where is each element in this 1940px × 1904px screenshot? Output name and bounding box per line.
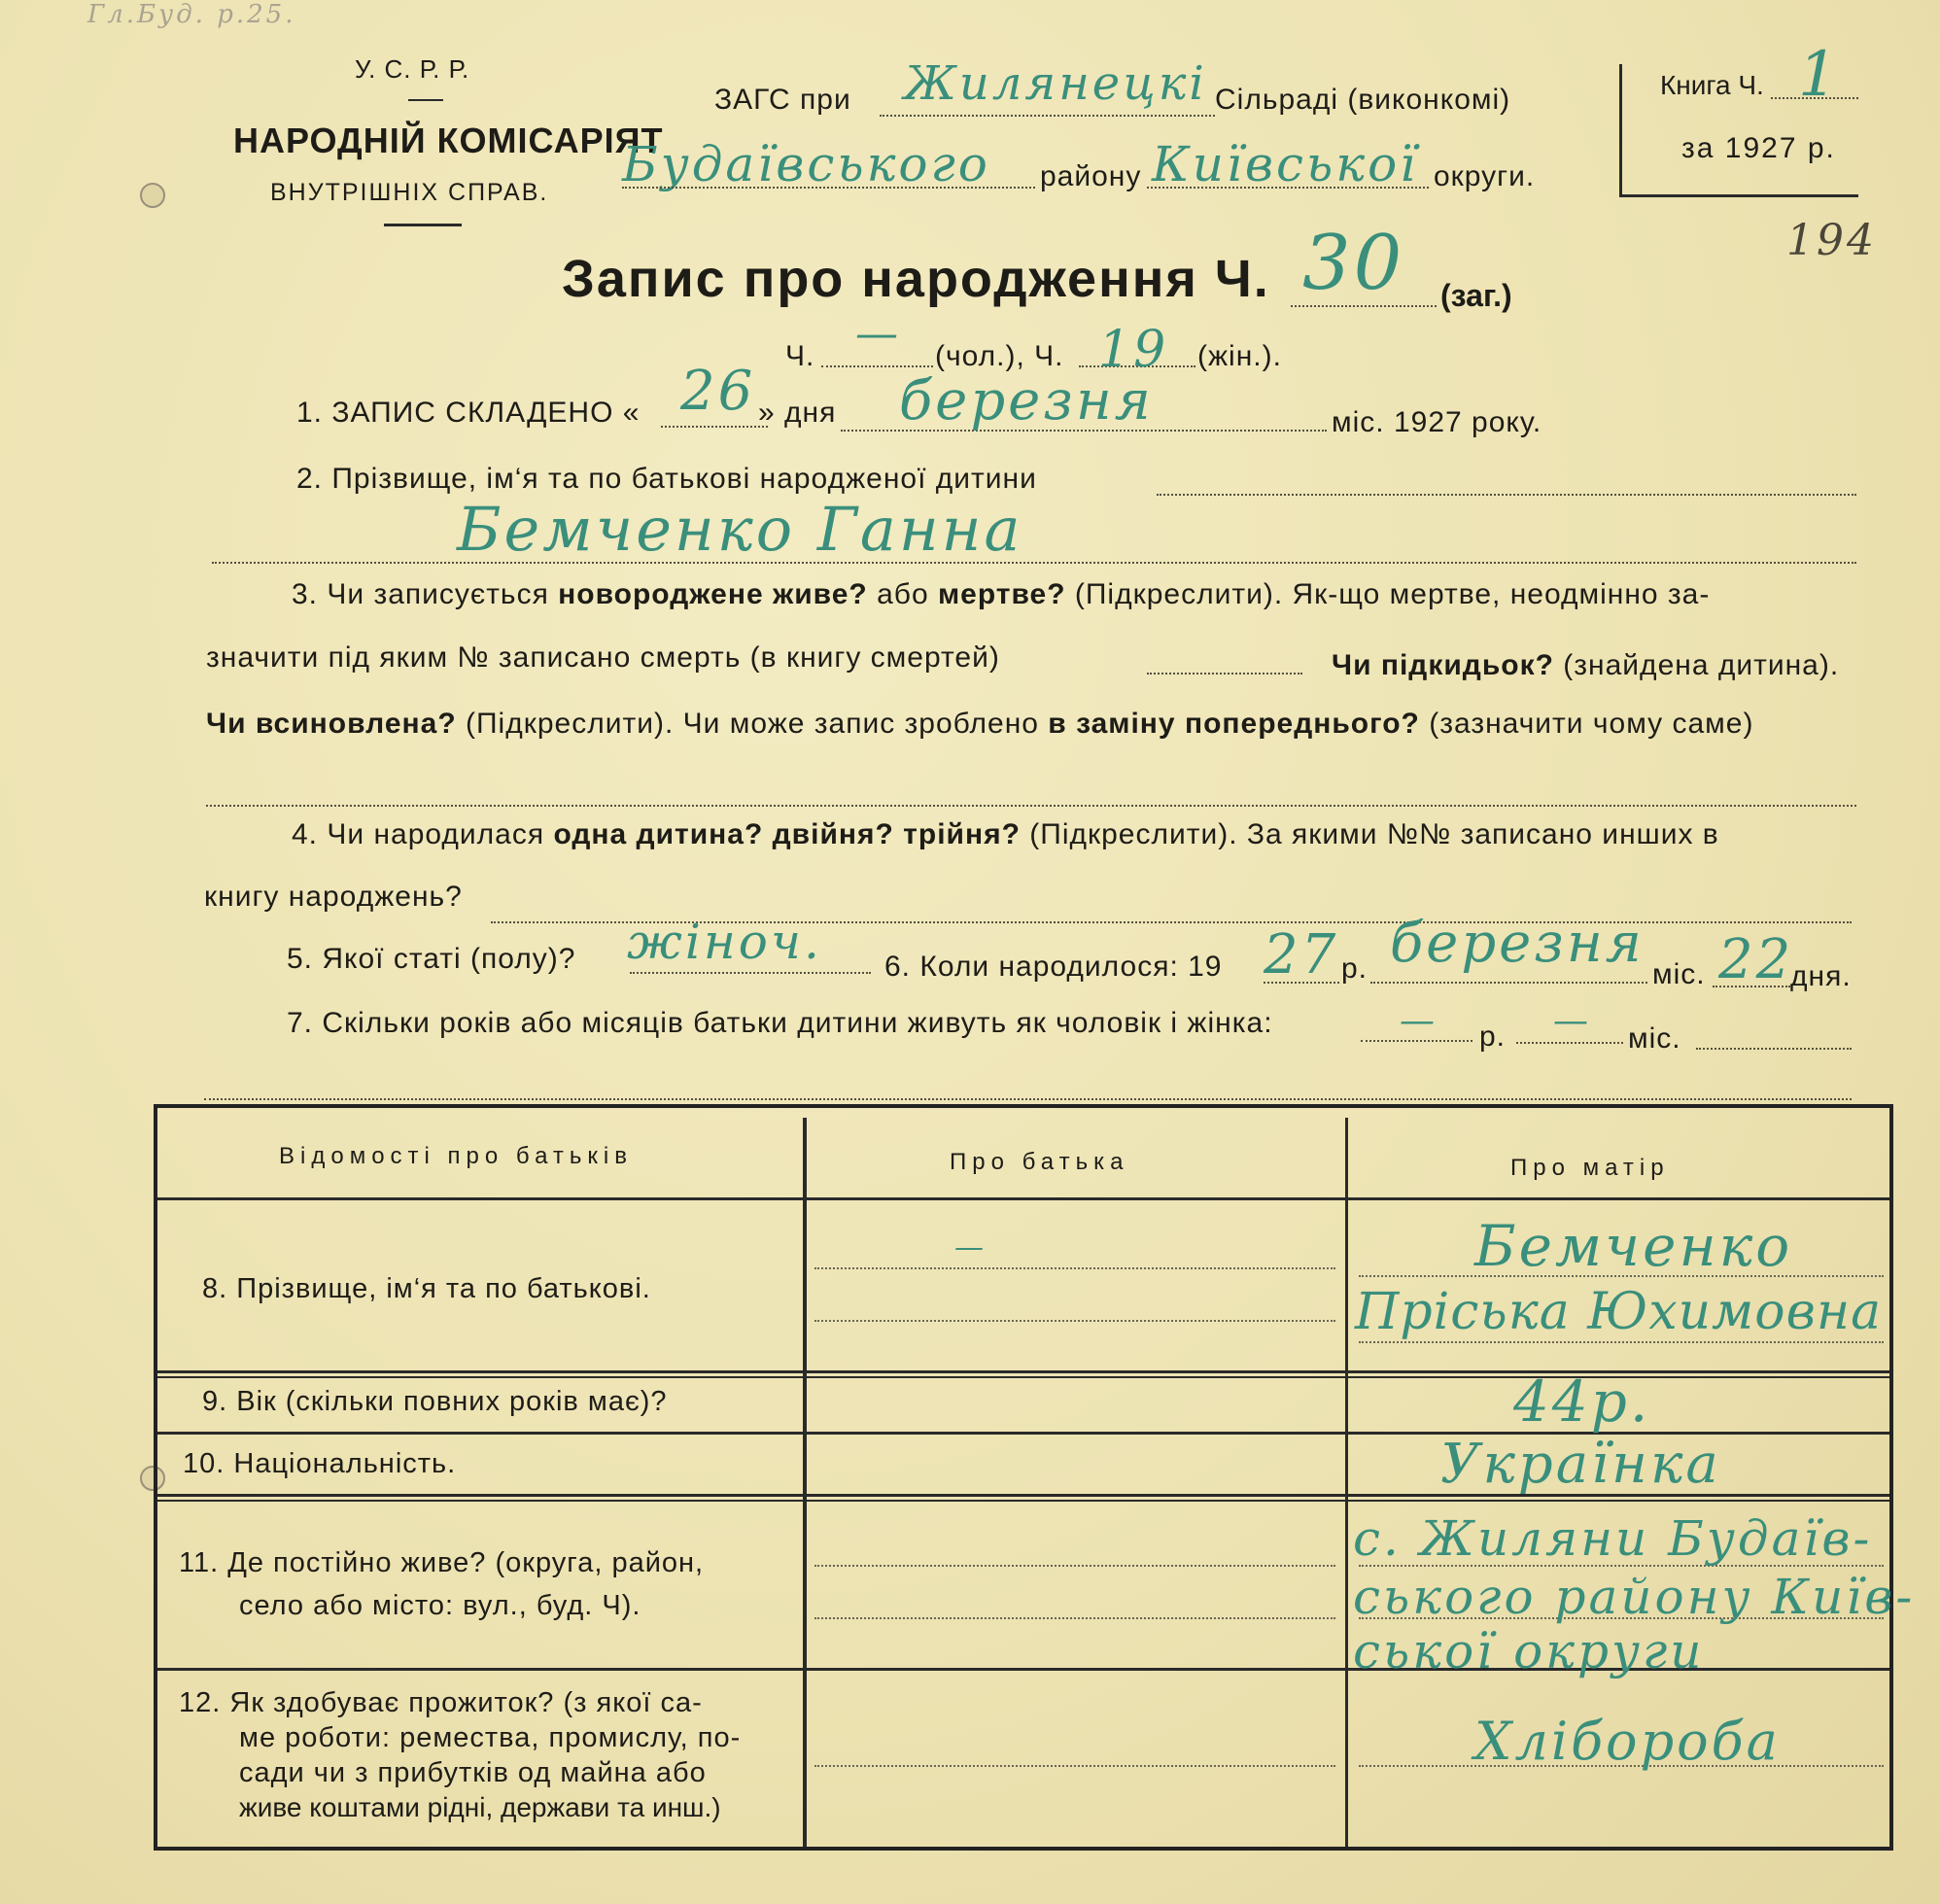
record-suffix: (заг.): [1440, 278, 1512, 313]
book-box-left: [1619, 64, 1622, 196]
top-pencil-note: Гл.Буд. р.25.: [87, 0, 296, 29]
f7-dotted-line-2: [204, 1098, 1852, 1100]
f5-label: 5. Якої статі (полу)?: [287, 943, 576, 975]
record-number: 30: [1302, 220, 1405, 307]
f1-suffix: міс. 1927 року.: [1332, 406, 1542, 438]
male-prefix: Ч.: [785, 340, 815, 372]
f6-month-suffix: міс.: [1652, 958, 1706, 990]
f3-line2-a: значити під яким № записано смерть (в книгу смертей): [206, 641, 1000, 674]
row-12-label-1: 12. Як здобуває прожиток? (з якої са-: [179, 1687, 703, 1718]
cell-line: [814, 1617, 1335, 1619]
f7-label: 7. Скільки років або місяців батьки дитини живуть як чоловік і жінка:: [287, 1007, 1273, 1039]
book-year: за 1927 р.: [1681, 132, 1836, 164]
f3-replacement: в заміну попереднього?: [1048, 708, 1420, 740]
okrug-label: округи.: [1434, 160, 1536, 192]
f7-months: —: [1553, 1001, 1591, 1041]
district-value: Будаївського: [622, 136, 990, 192]
book-box-bottom: [1619, 194, 1858, 197]
divider: [384, 224, 462, 226]
row-11-label-1: 11. Де постійно живе? (округа, район,: [179, 1547, 705, 1578]
f1-month: березня: [899, 369, 1154, 433]
header-mother: Про матір: [1510, 1155, 1670, 1181]
zags-value: Жилянецкі: [904, 56, 1207, 111]
row-11-mother-3: ської округи: [1353, 1623, 1705, 1679]
f4-text: 4. Чи народилася: [292, 818, 554, 850]
book-label: Книга Ч.: [1660, 70, 1764, 100]
row-8-father: —: [954, 1230, 987, 1264]
f2-dotted-line: [1157, 494, 1856, 496]
male-dotted-line: [821, 365, 933, 367]
row-12-mother: Хлібороба: [1474, 1711, 1781, 1772]
f7-years-suffix: р.: [1479, 1021, 1507, 1053]
district-dotted-line: [622, 187, 1035, 189]
binder-hole: [140, 183, 165, 208]
row-8-mother-name: Пріська Юхимовна: [1355, 1283, 1883, 1341]
row-divider: [157, 1500, 1889, 1502]
okrug-value: Київської: [1152, 136, 1419, 192]
row-8-label: 8. Прізвище, ім‘я та по батькові.: [202, 1273, 651, 1304]
f3-foundling: Чи підкидьок?: [1332, 649, 1554, 681]
f3-text: (Підкреслити). Чи може запис зроблено: [456, 708, 1049, 740]
book-number: 1: [1798, 39, 1841, 111]
f5-value: жіноч.: [627, 914, 822, 970]
cell-line: [1359, 1341, 1884, 1343]
col-divider: [803, 1118, 807, 1847]
row-12-label-3: сади чи з прибутків од майна або: [239, 1757, 707, 1788]
parents-table: [154, 1104, 1916, 1851]
f7-dotted-line-end: [1696, 1048, 1852, 1050]
header-father: Про батька: [950, 1149, 1129, 1175]
f3-line2-b: [1332, 649, 1839, 682]
f3-dotted-line: [206, 805, 1856, 807]
f3-adopted: Чи всиновлена?: [206, 708, 457, 740]
f7-months-dotted-line: [1516, 1042, 1623, 1044]
row-divider: [157, 1197, 1889, 1200]
f6-year: 27: [1264, 923, 1339, 987]
cell-line: [814, 1267, 1335, 1269]
f7-months-suffix: міс.: [1628, 1022, 1681, 1055]
zags-suffix: Сільраді (виконкомі): [1215, 84, 1511, 116]
cell-line: [814, 1765, 1335, 1767]
row-10-mother: Українка: [1440, 1433, 1721, 1496]
female-number: 19: [1098, 321, 1169, 379]
f1-mid: » дня: [758, 397, 837, 429]
f3-text: (зазначити чому саме): [1419, 708, 1754, 740]
f3-line3: [206, 708, 1753, 741]
f6-day: 22: [1718, 928, 1794, 991]
f6-label: 6. Коли народилося: 19: [884, 951, 1223, 983]
f1-prefix: 1. ЗАПИС СКЛАДЕНО «: [296, 397, 641, 429]
f6-month-dotted-line: [1370, 982, 1647, 984]
f3-option-alive: новороджене живе?: [558, 578, 868, 610]
f3-line1: [292, 578, 1710, 611]
f4-text: (Підкреслити). За якими №№ записано инших в: [1020, 818, 1719, 850]
row-12-label-4: живе коштами рідні, держави та инш.): [239, 1792, 721, 1822]
district-label: району: [1040, 160, 1142, 192]
f5-dotted-line: [630, 972, 871, 974]
row-10-label: 10. Національність.: [183, 1448, 457, 1479]
republic-label: У. С. Р. Р.: [355, 54, 470, 84]
row-11-mother-2: ського району Київ-: [1353, 1569, 1916, 1625]
header-parents-info: Відомості про батьків: [279, 1143, 633, 1169]
zags-dotted-line: [880, 115, 1215, 117]
f2-value: Бемченко Ганна: [457, 494, 1023, 565]
male-suffix: (чол.), Ч.: [935, 340, 1064, 372]
f3-death-dotted-line: [1147, 673, 1302, 675]
page-number: 194: [1786, 216, 1877, 265]
f3-text: або: [867, 578, 938, 610]
female-suffix: (жін.).: [1197, 340, 1282, 372]
f4-line1: [292, 818, 1719, 851]
cell-line: [814, 1565, 1335, 1567]
cell-line: [814, 1320, 1335, 1322]
row-11-mother-1: с. Жиляни Будаїв-: [1353, 1510, 1873, 1567]
row-9-label: 9. Вік (скільки повних років має)?: [202, 1386, 668, 1417]
f4-options: одна дитина? двійня? трійня?: [553, 818, 1021, 850]
f1-day-dotted-line: [661, 426, 768, 428]
row-11-label-2: село або місто: вул., буд. Ч).: [239, 1590, 641, 1621]
divider: [408, 99, 443, 101]
f3-text: 3. Чи записується: [292, 578, 559, 610]
zags-prefix: ЗАГС при: [714, 84, 851, 116]
f6-year-suffix: р.: [1341, 952, 1368, 985]
f3-text: (Підкреслити). Як-що мертве, неодмінно за-: [1065, 578, 1711, 610]
f6-day-suffix: дня.: [1790, 960, 1852, 992]
f7-years: —: [1400, 1001, 1438, 1041]
ministry-subtitle: ВНУТРІШНІХ СПРАВ.: [270, 179, 549, 206]
f4-line2: книгу народжень?: [204, 881, 463, 913]
col-divider: [1345, 1118, 1348, 1847]
f6-month: березня: [1390, 912, 1645, 975]
f1-day: 26: [680, 360, 756, 423]
record-title: Запис про народження Ч.: [562, 250, 1270, 308]
f3-text: (знайдена дитина).: [1553, 649, 1840, 681]
male-number: —: [855, 309, 901, 359]
row-9-mother: 44р.: [1513, 1368, 1651, 1435]
row-8-mother: Бемченко: [1474, 1213, 1793, 1279]
f3-option-dead: мертве?: [937, 578, 1066, 610]
row-12-label-2: ме роботи: ремества, промислу, по-: [239, 1722, 742, 1753]
f2-label: 2. Прізвище, ім‘я та по батькові народженої дитини: [296, 463, 1037, 495]
ministry-title: НАРОДНІЙ КОМІСАРІЯТ: [233, 121, 664, 160]
